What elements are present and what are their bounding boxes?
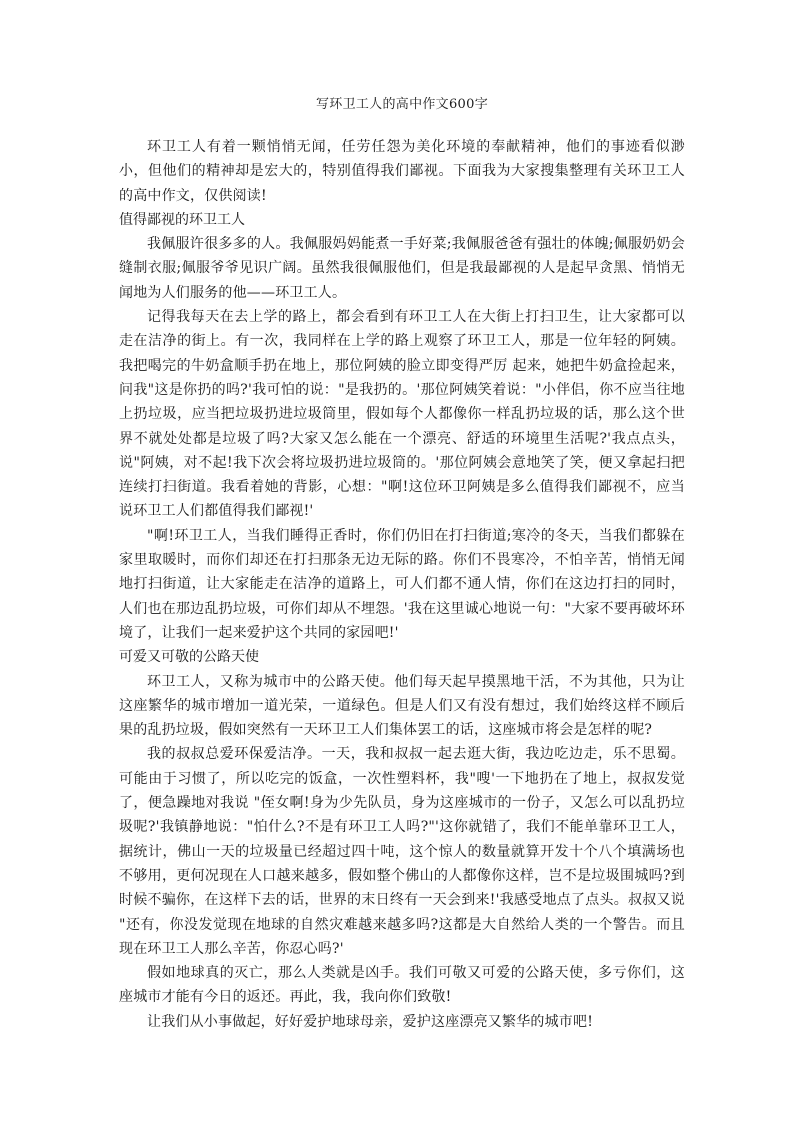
closing-paragraph: 让我们从小事做起，好好爱护地球母亲，爱护这座漂亮又繁华的城市吧! [147,1013,594,1030]
body-paragraph: 我的叔叔总爱环保爱洁净。一天，我和叔叔一起去逛大街，我边吃边走，乐不思蜀。可能由于习惯了，所以吃完的饭盒，一次性塑料杯，我"嗖'一下地扔在了地上，叔叔发觉了，便急躁地对我说 "侄女啊!身为少先队员，身为这座城市的一份子，又怎么可以乱扔垃圾呢?'我镇静地说："怕什么?不是有环卫工人吗?"'这你就错了，我们不能单靠环卫工人，据统计，佛山一天的垃圾量已经超过四十吨，这个惊人的数量就算开发十个八个填满场也不够用，更何况现在人口越来越多，假如整个佛山的人都像你这样，岂不是垃圾围城吗?到时候不骗你，在这样下去的话，世界的末日终有一天会到来!'我感受地点了点头。叔叔又说 "还有，你没发觉现在地球的自然灾难越来越多吗?这都是大自然给人类的一个警告。而且现在环卫工人那么辛苦，你忍心吗?' [119,746,685,957]
essay-page [119,95,685,1034]
section-heading: 可爱又可敬的公路天使 [119,649,259,666]
document-title: 写环卫工人的高中作文600字 [315,97,488,112]
intro-paragraph: 环卫工人有着一颗悄悄无闻，任劳任怨为美化环境的奉献精神，他们的事迹看似渺小，但他们的精神却是宏大的，特别值得我们鄙视。下面我为大家搜集整理有关环卫工人的高中作文，仅供阅读! [119,139,685,204]
body-paragraph: 环卫工人，又称为城市中的公路天使。他们每天起早摸黑地干活，不为其他，只为让这座繁华的城市增加一道光荣，一道绿色。但是人们又有没有想过，我们始终这样不顾后果的乱扔垃圾，假如突然有一天环卫工人们集体罢工的话，这座城市将会是怎样的呢? [119,673,685,739]
body-paragraph: 我佩服许很多多的人。我佩服妈妈能煮一手好菜;我佩服爸爸有强壮的体魄;佩服奶奶会缝制衣服;佩服爷爷见识广阔。虽然我很佩服他们，但是我最鄙视的人是起早贪黑、悄悄无闻地为人们服务的他——环卫工人。 [119,236,685,301]
body-paragraph: "啊!环卫工人，当我们睡得正香时，你们仍旧在打扫街道;寒冷的冬天，当我们都躲在家里取暖时，而你们却还在打扫那条无边无际的路。你们不畏寒冷，不怕辛苦，悄悄无闻地打扫街道，让大家能走在洁净的道路上，可人们都不通人情，你们在这边打扫的同时，人们也在那边乱扔垃圾，可你们却从不埋怨。'我在这里诚心地说一句："大家不要再破坏环境了，让我们一起来爱护这个共同的家园吧!' [119,527,685,641]
section-heading: 值得鄙视的环卫工人 [119,211,245,228]
body-paragraph: 假如地球真的灭亡，那么人类就是凶手。我们可敬又可爱的公路天使，多亏你们，这座城市才能有今日的返还。再此，我，我向你们致敬! [119,965,685,1006]
body-paragraph: 记得我每天在去上学的路上，都会看到有环卫工人在大街上打扫卫生，让大家都可以走在洁净的街上。有一次，我同样在上学的路上观察了环卫工人，那是一位年轻的阿姨。我把喝完的牛奶盒顺手扔在地上，那位阿姨的脸立即变得严厉 起来，她把牛奶盒捡起来，问我"这是你扔的吗?'我可怕的说："是我扔的。'那位阿姨笑着说："小伴侣，你不应当往地上扔垃圾，应当把垃圾扔进垃圾筒里，假如每个人都像你一样乱扔垃圾的话，那么这个世界不就处处都是垃圾了吗?大家又怎么能在一个漂亮、舒适的环境里生活呢?'我点点头，说"阿姨，对不起!我下次会将垃圾扔进垃圾筒的。'那位阿姨会意地笑了笑，便又拿起扫把连续打扫街道。我看着她的背影，心想："啊!这位环卫阿姨是多么值得我们鄙视不，应当说环卫工人们都值得我们鄙视!' [119,309,685,520]
